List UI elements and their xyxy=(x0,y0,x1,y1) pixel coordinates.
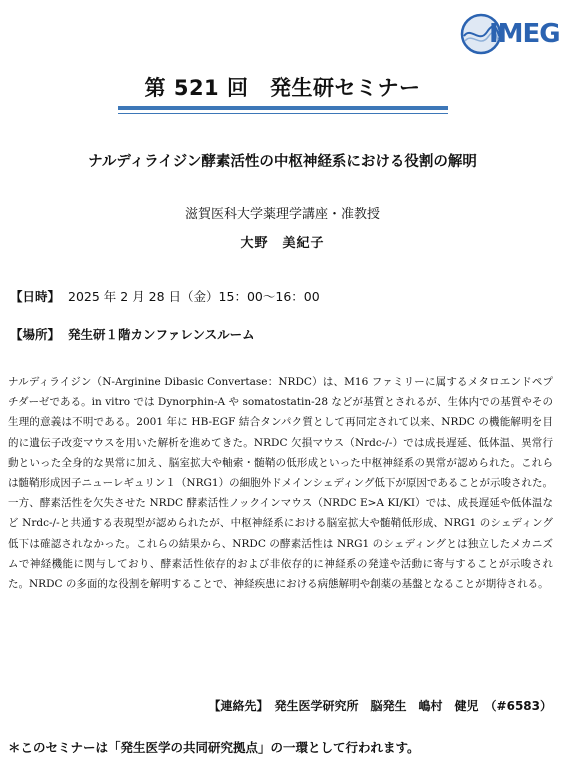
contact-info: 【連絡先】 発生医学研究所 脳発生 嶋村 健児 （#6583） xyxy=(208,699,552,713)
date-label: 【日時】 xyxy=(10,289,61,304)
date-line xyxy=(10,287,320,305)
title-divider xyxy=(118,106,448,110)
abstract-text: ナルディライジン（N-Arginine Dibasic Convertase：NRDC）は、M16 ファミリーに属するメタロエンドペプチダーゼである。in vitro では Dynorphin-A や somatostatin-28 などが基質とされるが、生体内での基質やその生理的意義は不明である。2001 年に HB-EGF 結合タンパク質として再同定されて以来、NRDC の機能解明を目的に遺伝子改変マウスを用いた解析を進めてきた。NRDC 欠損マウス（Nrdc-/-）では成長遅延、低体温、異常行動といった全身的な異常に加え、脳室拡大や軸索・髄鞘の低形成といった中枢神経系の異常が認められた。これらは髄鞘形成因子ニューレギュリン１（NRG1）の細胞外ドメインシェディング低下が原因であることが示唆された。一方、酵素活性を欠失させた NRDC 酵素活性ノックインマウス（NRDC E>A KI/KI）では、成長遅延や低体温など Nrdc-/-と共通する表現型が認められたが、中枢神経系における脳室拡大や髄鞘低形成、NRG1 のシェディング低下は確認されなかった。これらの結果から、NRDC の酵素活性は NRG1 のシェディングとは独立したメカニズムで神経機能に関与しており、酵素活性依存的および非依存的に神経系の発達や活動に寄与することが示唆された。NRDC の多面的な役割を解明することで、神経疾患における病態解明や創薬の基盤となることが期待される。 xyxy=(8,376,553,591)
seminar-title: 第 521 回 発生研セミナー xyxy=(144,76,421,100)
logo-text: IMEG xyxy=(489,19,560,49)
speaker-affiliation: 滋賀医科大学薬理学講座・准教授 xyxy=(184,207,380,222)
place-label: 【場所】 xyxy=(10,327,61,342)
title-divider-thin xyxy=(118,113,448,114)
speaker-name: 大野 美紀子 xyxy=(240,236,325,251)
place-line xyxy=(10,325,255,343)
footnote: ＊このセミナーは「発生医学の共同研究拠点」の一環として行われます。 xyxy=(8,740,420,755)
place-value: 発生研１階カンファレンスルーム xyxy=(68,327,255,342)
date-value: 2025 年 2 月 28 日（金）15：00〜16：00 xyxy=(68,289,320,304)
talk-title: ナルディライジン酵素活性の中枢神経系における役割の解明 xyxy=(88,154,477,170)
imeg-logo xyxy=(459,12,560,56)
